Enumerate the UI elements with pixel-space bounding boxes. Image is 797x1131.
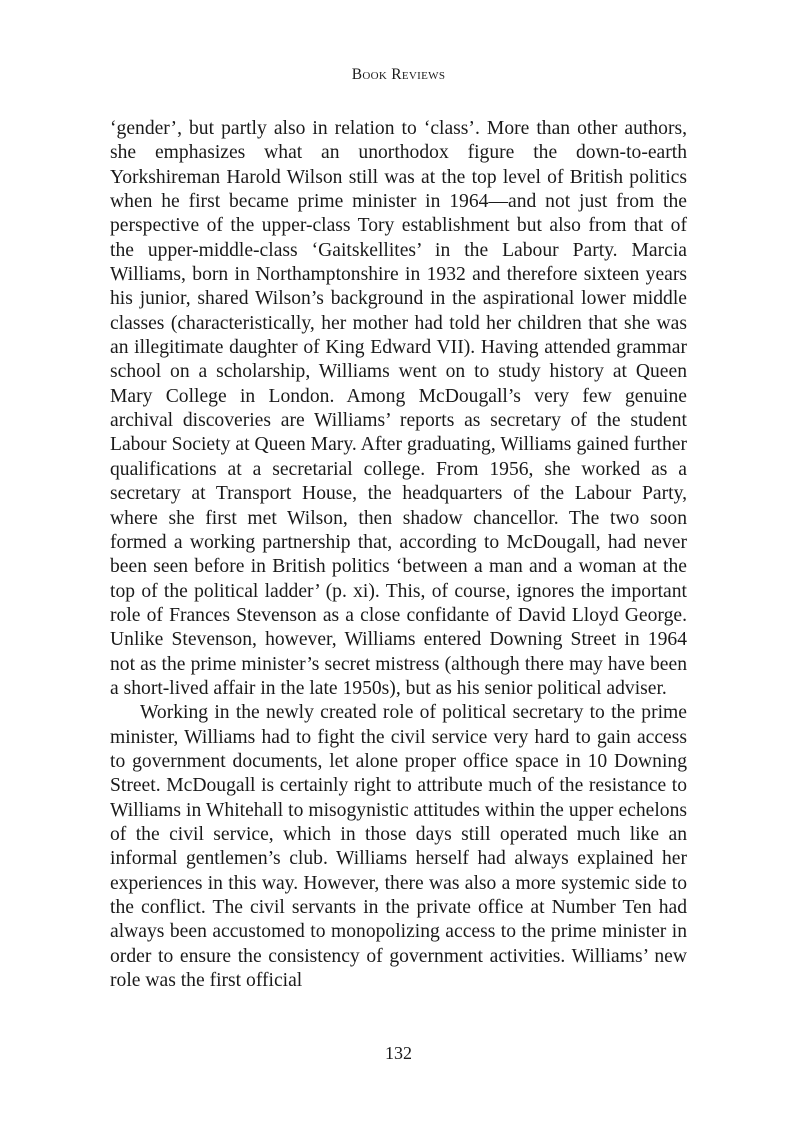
paragraph-1: ‘gender’, but partly also in relation to ‘class’. More than other authors, she emphasizes what an unorthodox figure the down-to-earth Yorkshireman Harold Wilson still was at the top level of British politics when he first became prime minister in 1964—and not just from the perspective of the upper-class Tory establishment but also from that of the upper-middle-class ‘Gaitskellites’ in the Labour Party. Marcia Williams, born in Northamptonshire in 1932 and therefore sixteen years his junior, shared Wilson’s background in the aspirational lower middle classes (characteristically, her mother had told her children that she was an illegitimate daughter of King Edward VII). Having attended grammar school on a scholarship, Williams went on to study history at Queen Mary College in London. Among McDougall’s very few genuine archival discoveries are Williams’ reports as secretary of the student Labour Society at Queen Mary. After graduating, Williams gained further qualifications at a secretarial college. From 1956, she worked as a secretary at Transport House, the headquarters of the Labour Party, where she first met Wilson, then shadow chancellor. The two soon formed a working partnership that, according to McDougall, had never been seen before in British politics ‘between a man and a woman at the top of the political ladder’ (p. xi). This, of course, ignores the important role of Frances Stevenson as a close confidante of David Lloyd George. Unlike Stevenson, however, Williams entered Downing Street in 1964 not as the prime minister’s secret mistress (although there may have been a short-lived affair in the late 1950s), but as his senior political adviser.: [110, 118, 687, 699]
running-head: Book Reviews: [351, 66, 446, 83]
body-text: [110, 117, 687, 993]
paragraph-2: Working in the newly created role of political secretary to the prime minister, Williams had to fight the civil service very hard to gain access to government documents, let alone proper office space in 10 Downing Street. McDougall is certainly right to attribute much of the resistance to Williams in Whitehall to misogynistic attitudes within the upper echelons of the civil service, which in those days still operated much like an informal gentlemen’s club. Williams herself had always explained her experiences in this way. However, there was also a more systemic side to the conflict. The civil servants in the private office at Number Ten had always been accustomed to monopolizing access to the prime minister in order to ensure the consistency of government activities. Williams’ new role was the first official: [110, 702, 687, 992]
page-number: 132: [385, 1043, 412, 1063]
